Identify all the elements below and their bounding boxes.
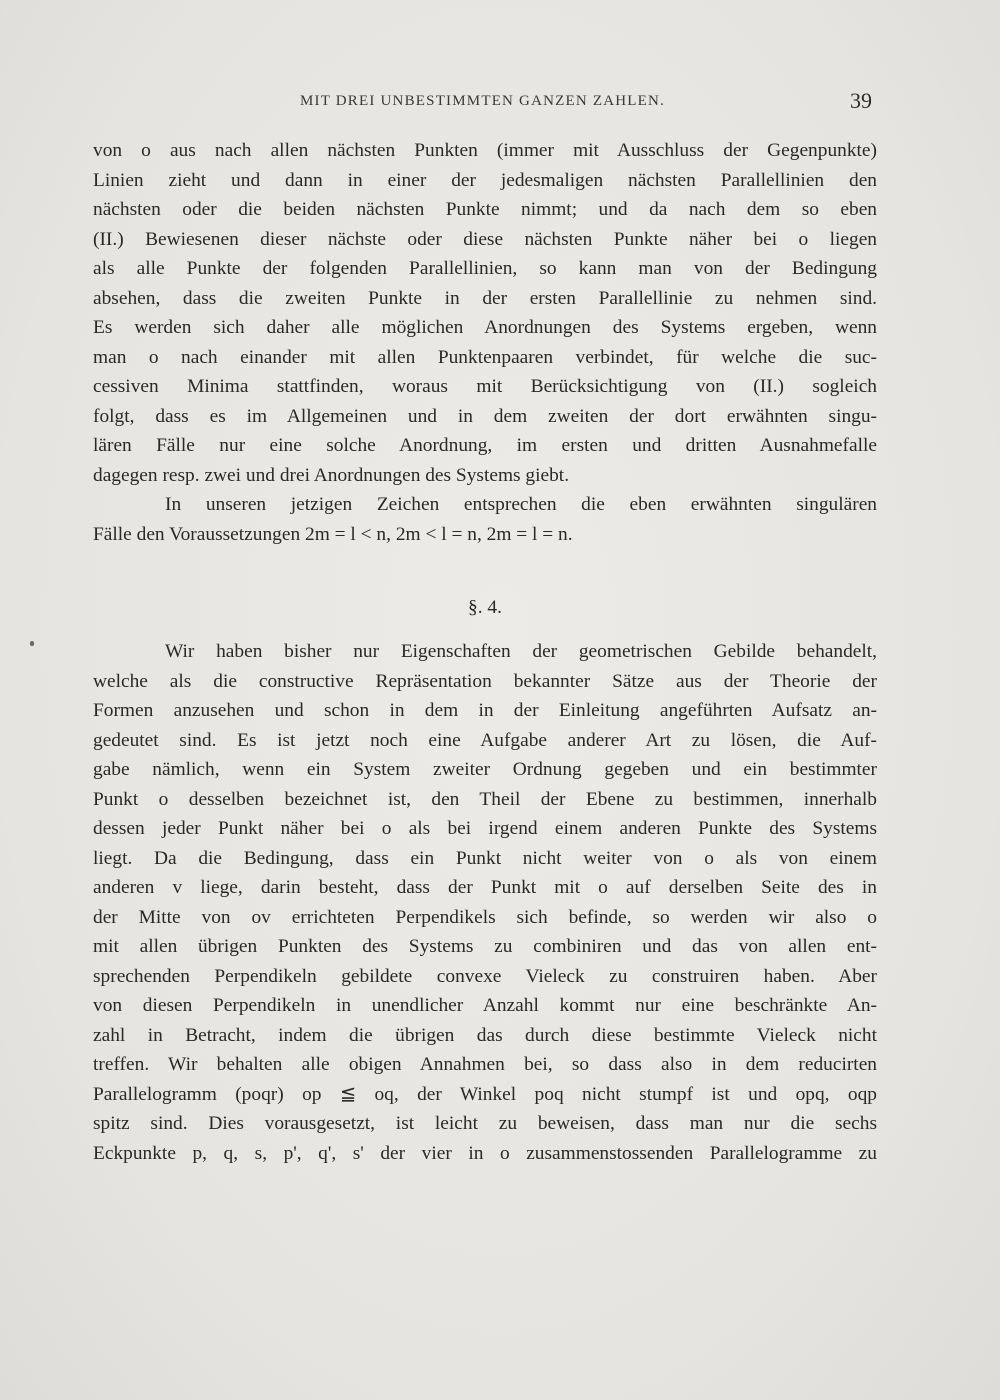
text-line: Wir haben bisher nur Eigenschaften der geometrischen Gebilde behandelt,	[165, 641, 877, 662]
text-line: In unseren jetzigen Zeichen entsprechen die eben erwähnten singulären	[165, 494, 877, 515]
text-line: Eckpunkte p, q, s, p', q', s' der vier in o zusammenstossenden Parallelogramme zu	[93, 1142, 877, 1164]
text-line: dagegen resp. zwei und drei Anordnungen des Systems giebt.	[93, 464, 570, 486]
text-line: Linien zieht und dann in einer der jedesmaligen nächsten Parallellinien den	[93, 169, 877, 191]
page-body	[93, 136, 877, 1168]
section-heading: §. 4.	[468, 597, 502, 618]
text-line: Es werden sich daher alle möglichen Anordnungen des Systems ergeben, wenn	[93, 317, 877, 338]
text-line: liegt. Da die Bedingung, dass ein Punkt nicht weiter von o als von einem	[93, 847, 877, 869]
text-line: cessiven Minima stattfinden, woraus mit Berücksichtigung von (II.) sogleich	[93, 376, 877, 397]
page-number: 39	[850, 88, 872, 113]
paragraph-3	[93, 637, 877, 1168]
text-line: anderen v liege, darin besteht, dass der Punkt mit o auf derselben Seite des in	[93, 877, 877, 898]
text-line: nächsten oder die beiden nächsten Punkte nimmt; und da nach dem so eben	[93, 199, 877, 220]
text-line: von o aus nach allen nächsten Punkten (immer mit Ausschluss der Gegenpunkte)	[93, 140, 877, 161]
text-line: lären Fälle nur eine solche Anordnung, im ersten und dritten Ausnahmefalle	[93, 435, 877, 456]
text-line: (II.) Bewiesenen dieser nächste oder diese nächsten Punkte näher bei o liegen	[93, 228, 877, 250]
text-line: von diesen Perpendikeln in unendlicher Anzahl kommt nur eine beschränkte An-	[93, 995, 877, 1016]
text-line: sprechenden Perpendikeln gebildete convexe Vieleck zu construiren haben. Aber	[93, 965, 877, 987]
running-title: MIT DREI UNBESTIMMTEN GANZEN ZAHLEN.	[300, 93, 665, 109]
paragraph-2	[93, 490, 877, 549]
text-line: treffen. Wir behalten alle obigen Annahmen bei, so dass also in dem reducirten	[93, 1054, 877, 1075]
text-line: zahl in Betracht, indem die übrigen das durch diese bestimmte Vieleck nicht	[93, 1024, 877, 1046]
text-line: man o nach einander mit allen Punktenpaaren verbindet, für welche die suc-	[93, 346, 877, 368]
text-line: welche als die constructive Repräsentation bekannter Sätze aus der Theorie der	[93, 670, 877, 692]
text-line: Parallelogramm (poqr) op ≦ oq, der Winkel poq nicht stumpf ist und opq, oqp	[93, 1083, 877, 1105]
text-line: mit allen übrigen Punkten des Systems zu combiniren und das von allen ent-	[93, 936, 877, 957]
text-line: gabe nämlich, wenn ein System zweiter Ordnung gegeben und ein bestimmter	[93, 759, 877, 780]
text-line: dessen jeder Punkt näher bei o als bei irgend einem anderen Punkte des Systems	[93, 818, 877, 839]
text-line: absehen, dass die zweiten Punkte in der ersten Parallellinie zu nehmen sind.	[93, 287, 877, 309]
text-line: Fälle den Voraussetzungen 2m = l < n, 2m < l = n, 2m = l = n.	[93, 523, 573, 545]
text-line: spitz sind. Dies vorausgesetzt, ist leicht zu beweisen, dass man nur die sechs	[93, 1113, 877, 1134]
text-line: folgt, dass es im Allgemeinen und in dem zweiten der dort erwähnten singu-	[93, 405, 877, 427]
text-line: Formen anzusehen und schon in dem in der Einleitung angeführten Aufsatz an-	[93, 700, 877, 721]
paragraph-1	[93, 136, 877, 490]
margin-mark	[30, 641, 34, 646]
text-line: der Mitte von ov errichteten Perpendikels sich befinde, so werden wir also o	[93, 906, 877, 928]
text-line: Punkt o desselben bezeichnet ist, den Theil der Ebene zu bestimmen, innerhalb	[93, 788, 877, 810]
text-line: gedeutet sind. Es ist jetzt noch eine Aufgabe anderer Art zu lösen, die Auf-	[93, 729, 877, 751]
text-line: als alle Punkte der folgenden Parallellinien, so kann man von der Bedingung	[93, 258, 877, 279]
